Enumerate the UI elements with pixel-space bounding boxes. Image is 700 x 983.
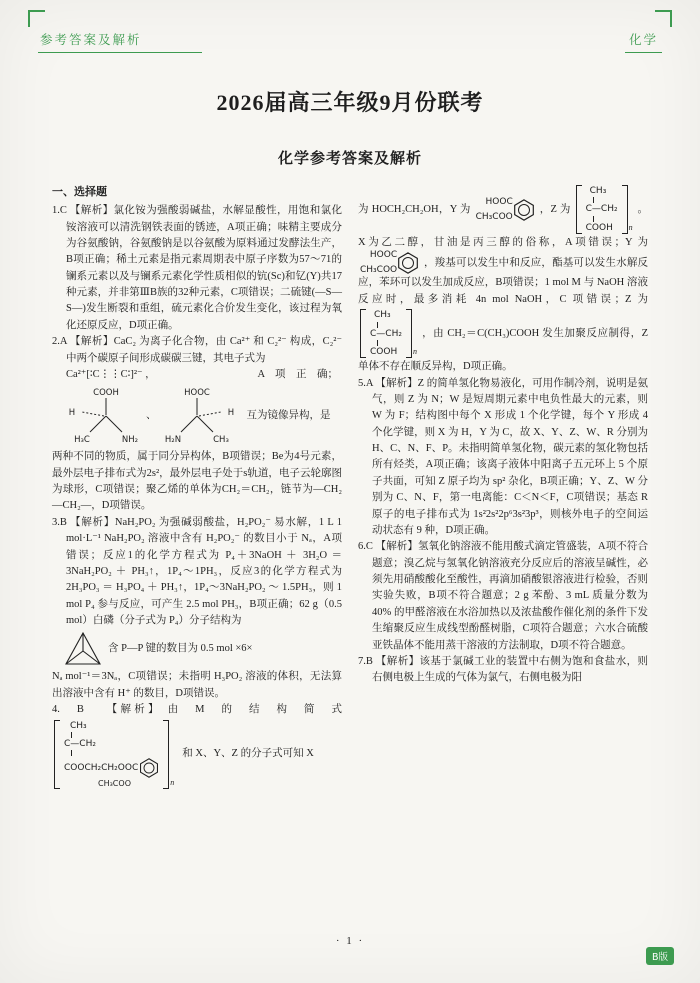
bond-icon [71, 732, 72, 738]
item4-text-2: ，Z 为 [539, 203, 571, 215]
methyl-label: CH₃ [374, 310, 391, 321]
methyl-label: CH₃ [589, 186, 607, 196]
carboxyl-label: COOH [370, 346, 398, 357]
page-header [38, 30, 662, 53]
tetrahedron-icon [62, 630, 104, 668]
electron-formula-line [52, 367, 342, 383]
mirror-caption: 互为镜像异构，是 [246, 410, 331, 422]
item4-text-4: ，羧基可以发生中和反应，酯基可以发生水解反应，苯环可以发生加成反应，B项错误；1 mol M 与 NaOH 溶液反应时，最多消耗 4n mol NaOH，C 项错误；Z 为 [358, 257, 649, 305]
answer-item-7: 7.B 【解析】该基于氯碱工业的装置中右侧为饱和食盐水，则右侧电极上生成的气体为氯气，右侧电极为阳 [358, 655, 648, 684]
right-bracket-icon [406, 309, 412, 358]
svg-text:COOH: COOH [93, 388, 119, 399]
electron-formula-verdict: A 项 正 确； [257, 368, 338, 380]
structure-Z [360, 309, 417, 358]
svg-text:H₂N: H₂N [164, 435, 181, 446]
acetoxy-label: CH₃COO [475, 211, 513, 222]
backbone-label: C—CH₂ [585, 204, 618, 215]
right-bracket-icon [163, 720, 169, 790]
mirror-isomer-figure [60, 385, 342, 447]
answer-item-2-intro: 2.A 【解析】CaC₂ 为离子化合物，由 Ca²⁺ 和 C₂²⁻ 构成，C₂²⁻ 中两个碳原子间形成碳碳三键，其电子式为 [52, 336, 342, 364]
answer-item-2-rest: 两种不同的物质，属于同分异构体，B项错误；Be为4号元素，最外层电子排布式为2s²，最外层电子处于s轨道，电子云轮廓图为球形，C项错误；聚乙烯的单体为CH₂＝CH₂，链节为—CH₂—CH₂—，D项错误。 [52, 451, 342, 512]
answer-item-3-rest: Nₐ mol⁻¹＝3Nₐ，C项错误；未指明 H₃PO₂ 溶液的体积，无法算出溶液中含有 H⁺ 的数目，D项错误。 [52, 671, 342, 699]
version-badge: B版 [646, 947, 674, 965]
left-column [52, 184, 342, 790]
svg-text:HOOC: HOOC [183, 388, 210, 399]
page-subtitle: 化学参考答案及解析 [277, 151, 422, 167]
acetoxy-label: CH₃COO [98, 779, 131, 789]
answer-item-4-intro: 4. B 【解析】 由 M 的 结 构 简 式 [52, 704, 342, 716]
answer-item-4-continued [358, 184, 648, 376]
backbone-label: C—CH₂ [370, 328, 402, 339]
carboxyl-label: COOH [585, 222, 613, 233]
answer-item-3: 3.B 【解析】NaH₂PO₂ 为强碱弱酸盐，H₂PO₂⁻ 易水解，1 L 1 mol·L⁻¹ NaH₂PO₂ 溶液中含有 H₂PO₂⁻ 的数目小于 Nₐ，A项错误；反应1的化学方程式为 P₄＋3NaOH ＋ 3H₂O ＝ 3NaH₂PO₂ ＋ PH₃↑，1P₄～1PH₃，反应3的化学方程式为 2H₃PO₃ ＝ H₃PO₄ ＋ PH₃↑，1P₄～3NaH₂PO₂ ～ 1.5PH₃，则 1 mol P₄ 参与反应，可产生 2.5 mol PH₃，B项正确；62 g（0.5 mol）白磷（分子式为 P₄）分子结构为 [52, 516, 342, 627]
svg-text:H₃C: H₃C [74, 435, 90, 446]
mirror-structure-right-icon [161, 385, 243, 447]
structure-Y [476, 198, 535, 222]
acetoxy-label: CH₃COO [360, 265, 398, 276]
item4-text-5: ，由 CH₂＝C(CH₃)COOH 发生加聚反应制得，Z 单体不存在顺反异构，D项正确。 [358, 328, 649, 373]
header-label: 参考答案及解析 [38, 30, 202, 53]
benzene-ring-icon [139, 757, 159, 779]
structure-M-core [60, 720, 163, 790]
right-column [358, 184, 648, 790]
structure-Z [576, 185, 633, 234]
item4-text-3: 。X为乙二醇，甘油是丙三醇的俗称，A项错误；Y 为 [358, 203, 649, 249]
subscript-n: n [412, 346, 417, 356]
answer-item-5: 5.A 【解析】Z 的简单氢化物易液化，可用作制冷剂，说明是氨气，则 Z 为 N；W 是短周期元素中电负性最大的元素，则 W 为 F；结构图中每个 X 形成 1 个化学键，每个 Y 形成 4 个化学键，则 X 为 H，Y 为 C，故 X、Y、Z、W、R 分别为 H、C、N、F、P。未指明简单氢化物，碳元素的氢化物包括所有烃类，A项正确；该离子液体中阳离子五元环上 5 个原子共面，可知 Z 原子均为 sp² 杂化，B项正确；Y、Z、W 分别为 C、N、F，第一电离能：C＜N＜F，C项错误；基态 R 原子的电子排布式为 1s²2s²2p⁶3s²3p³，则核外电子的空间运动状态有 9 种，D项正确。 [358, 377, 648, 536]
bond-icon [71, 750, 72, 756]
mirror-separator: 、 [146, 410, 157, 422]
benzene-ring-icon [397, 251, 419, 275]
svg-text:NH₂: NH₂ [121, 435, 139, 446]
answer-item-1: 1.C 【解析】氯化铵为强酸弱碱盐，水解显酸性，用饱和氯化铵溶液可以清洗钢铁表面的锈迹，A项正确；味精主要成分为谷氨酸钠，谷氨酸钠是以谷氨酸为原料通过发酵法生产，B项正确；稀土元素是指元素周期表中原子序数为57～71的镧系元素以及与镧系元素化学性质相似的钪(Sc)和钇(Y)共17种元素，并非第ⅢB族的32种元素，C项错误；二硫键(—S—S—)发生断裂和重组，硫元素化合价发生变化，该过程为氧化还原反应，D项正确。 [52, 205, 342, 331]
svg-text:CH₃: CH₃ [212, 435, 229, 446]
answer-item-4-after-figure: 和 X、Y、Z 的分子式可知 X [182, 748, 314, 760]
page-title: 2026届高三年级9月份联考 [216, 90, 484, 115]
bond-icon [593, 197, 594, 203]
item4-text-1: 为 HOCH₂CH₂OH，Y 为 [358, 203, 471, 215]
bond-icon [593, 216, 594, 222]
svg-text:H: H [68, 408, 76, 419]
mirror-structure-left-icon [60, 385, 142, 447]
subscript-n: n [628, 222, 633, 232]
electron-formula: Ca²⁺[∶C⋮⋮C∶]²⁻ ， [66, 368, 156, 380]
benzene-ring-icon [513, 198, 535, 222]
carboxyl-label: HOOC [369, 250, 398, 261]
structure-M-figure [52, 719, 342, 791]
answer-item-6: 6.C 【解析】氢氧化钠溶液不能用酸式滴定管盛装，A项不符合题意；溴乙烷与氢氧化钠溶液充分反应后的溶液呈碱性，必须先用硝酸酸化至酸性，再滴加硝酸银溶液进行检验，否则实验失败，B项不符合题意；2 g 苯酚、3 mL 质量分数为 40% 的甲醛溶液在水浴加热以及浓盐酸作催化剂的条件下发生缩聚反应生成线型酚醛树脂，C项符合题意；六水合硫酸亚铁晶体不能用蒸干溶液的方法制取，D项不符合题意。 [358, 541, 648, 651]
structure-M [54, 720, 174, 790]
white-phosphorus-figure [62, 630, 342, 668]
ester-chain-label: COOCH₂CH₂OOC [64, 763, 139, 774]
carboxyl-label: HOOC [485, 196, 513, 207]
section-heading: 一、选择题 [52, 186, 107, 198]
bond-icon [377, 322, 378, 328]
header-subject: 化学 [625, 30, 662, 53]
page-number: · 1 · [335, 935, 365, 947]
structure-Y [360, 251, 419, 275]
backbone-label: C—CH₂ [64, 738, 96, 749]
subscript-n: n [170, 777, 175, 787]
bond-icon [377, 340, 378, 346]
two-column-body [0, 184, 700, 790]
svg-text:H: H [227, 408, 234, 419]
right-bracket-icon [622, 185, 628, 234]
corner-mark-top-left [28, 10, 45, 27]
corner-mark-top-right [655, 10, 672, 27]
methyl-label: CH₃ [70, 720, 87, 731]
tetrahedron-caption: 含 P—P 键的数目为 0.5 mol ×6× [108, 643, 253, 655]
